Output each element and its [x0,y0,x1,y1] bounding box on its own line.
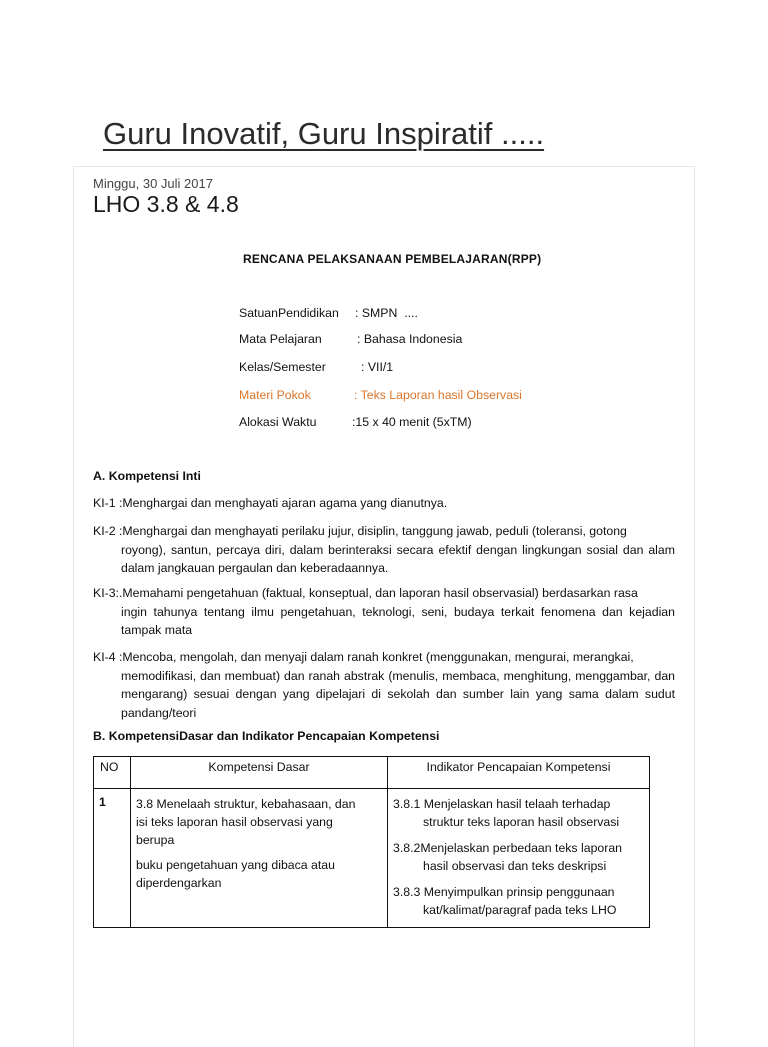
meta-value-alokasi: :15 x 40 menit (5xTM) [352,415,472,429]
kd-line: diperdengarkan [136,876,222,890]
kompetensi-dasar-cell [131,789,388,928]
rpp-title: RENCANA PELAKSANAAN PEMBELAJARAN(RPP) [243,252,542,266]
indicator-continuation: kat/kalimat/paragraf pada teks LHO [423,903,617,917]
ki-2-continuation: royong), santun, percaya diri, dalam berinteraksi secara efektif dengan lingkungan sosial dan alam dalam jangkauan pergaulan dan keberadaannya. [121,542,675,575]
row-number: 1 [94,789,131,928]
blog-title[interactable]: Guru Inovatif, Guru Inspiratif ..... [103,116,545,151]
ki-1-text: KI-1 :Menghargai dan menghayati ajaran agama yang dianutnya. [93,496,448,510]
indikator-cell [388,789,650,928]
indicator-item [393,883,644,919]
meta-label-mapel: Mata Pelajaran [239,332,322,346]
ki-4-first-line: KI-4 :Mencoba, mengolah, dan menyaji dalam ranah konkret (menggunakan, mengurai, merangkai, [93,650,634,664]
indicator-first-line: 3.8.2Menjelaskan perbedaan teks laporan [393,841,623,855]
meta-value-kelas: : VII/1 [361,360,394,374]
post-title[interactable]: LHO 3.8 & 4.8 [93,191,239,217]
indicator-item [393,839,644,875]
ki-4 [93,648,675,722]
indicator-first-line: 3.8.1 Menjelaskan hasil telaah terhadap [393,797,611,811]
ki-2-first-line: KI-2 :Menghargai dan menghayati perilaku jujur, disiplin, tanggung jawab, peduli (toleransi, gotong [93,524,627,538]
kd-line: buku pengetahuan yang dibaca atau [136,858,335,872]
meta-value-mapel: : Bahasa Indonesia [357,332,463,346]
indicator-continuation: struktur teks laporan hasil observasi [423,815,620,829]
meta-label-materi: Materi Pokok [239,388,311,402]
indicator-first-line: 3.8.3 Menyimpulkan prinsip penggunaan [393,885,615,899]
indicator-item [393,795,644,831]
meta-label-satuan: SatuanPendidikan [239,306,339,320]
meta-value-materi: : Teks Laporan hasil Observasi [354,388,522,402]
header-kompetensi-dasar: Kompetensi Dasar [131,757,388,789]
kd-line: isi teks laporan hasil observasi yang [136,815,333,829]
ki-3-continuation: ingin tahunya tentang ilmu pengetahuan, teknologi, seni, budaya terkait fenomena dan kejadian tampak mata [121,604,675,637]
ki-3-first-line: KI-3:.Memahami pengetahuan (faktual, konseptual, dan laporan hasil observasial) berdasarkan rasa [93,586,638,600]
kd-line: berupa [136,833,175,847]
ki-2 [93,522,675,578]
ki-3 [93,584,675,640]
indicator-continuation: hasil observasi dan teks deskripsi [423,859,607,873]
kd-line: 3.8 Menelaah struktur, kebahasaan, dan [136,797,356,811]
section-b-heading: B. KompetensiDasar dan Indikator Pencapaian Kompetensi [93,729,440,743]
post-date: Minggu, 30 Juli 2017 [93,176,213,191]
table-header-row [94,757,650,789]
header-indikator: Indikator Pencapaian Kompetensi [388,757,650,789]
section-a-heading: A. Kompetensi Inti [93,469,201,483]
kompetensi-table [93,756,650,928]
ki-4-continuation: memodifikasi, dan membuat) dan ranah abstrak (menulis, membaca, menghitung, menggambar, dan mengarang) sesuai dengan yang dipelajari di sekolah dan sumber lain yang sama dalam sudut pandang/teori [121,668,675,720]
ki-1 [93,494,675,513]
meta-value-satuan: : SMPN .... [355,306,418,320]
table-row [94,789,650,928]
meta-label-kelas: Kelas/Semester [239,360,326,374]
meta-label-alokasi: Alokasi Waktu [239,415,317,429]
header-no: NO [94,757,131,789]
